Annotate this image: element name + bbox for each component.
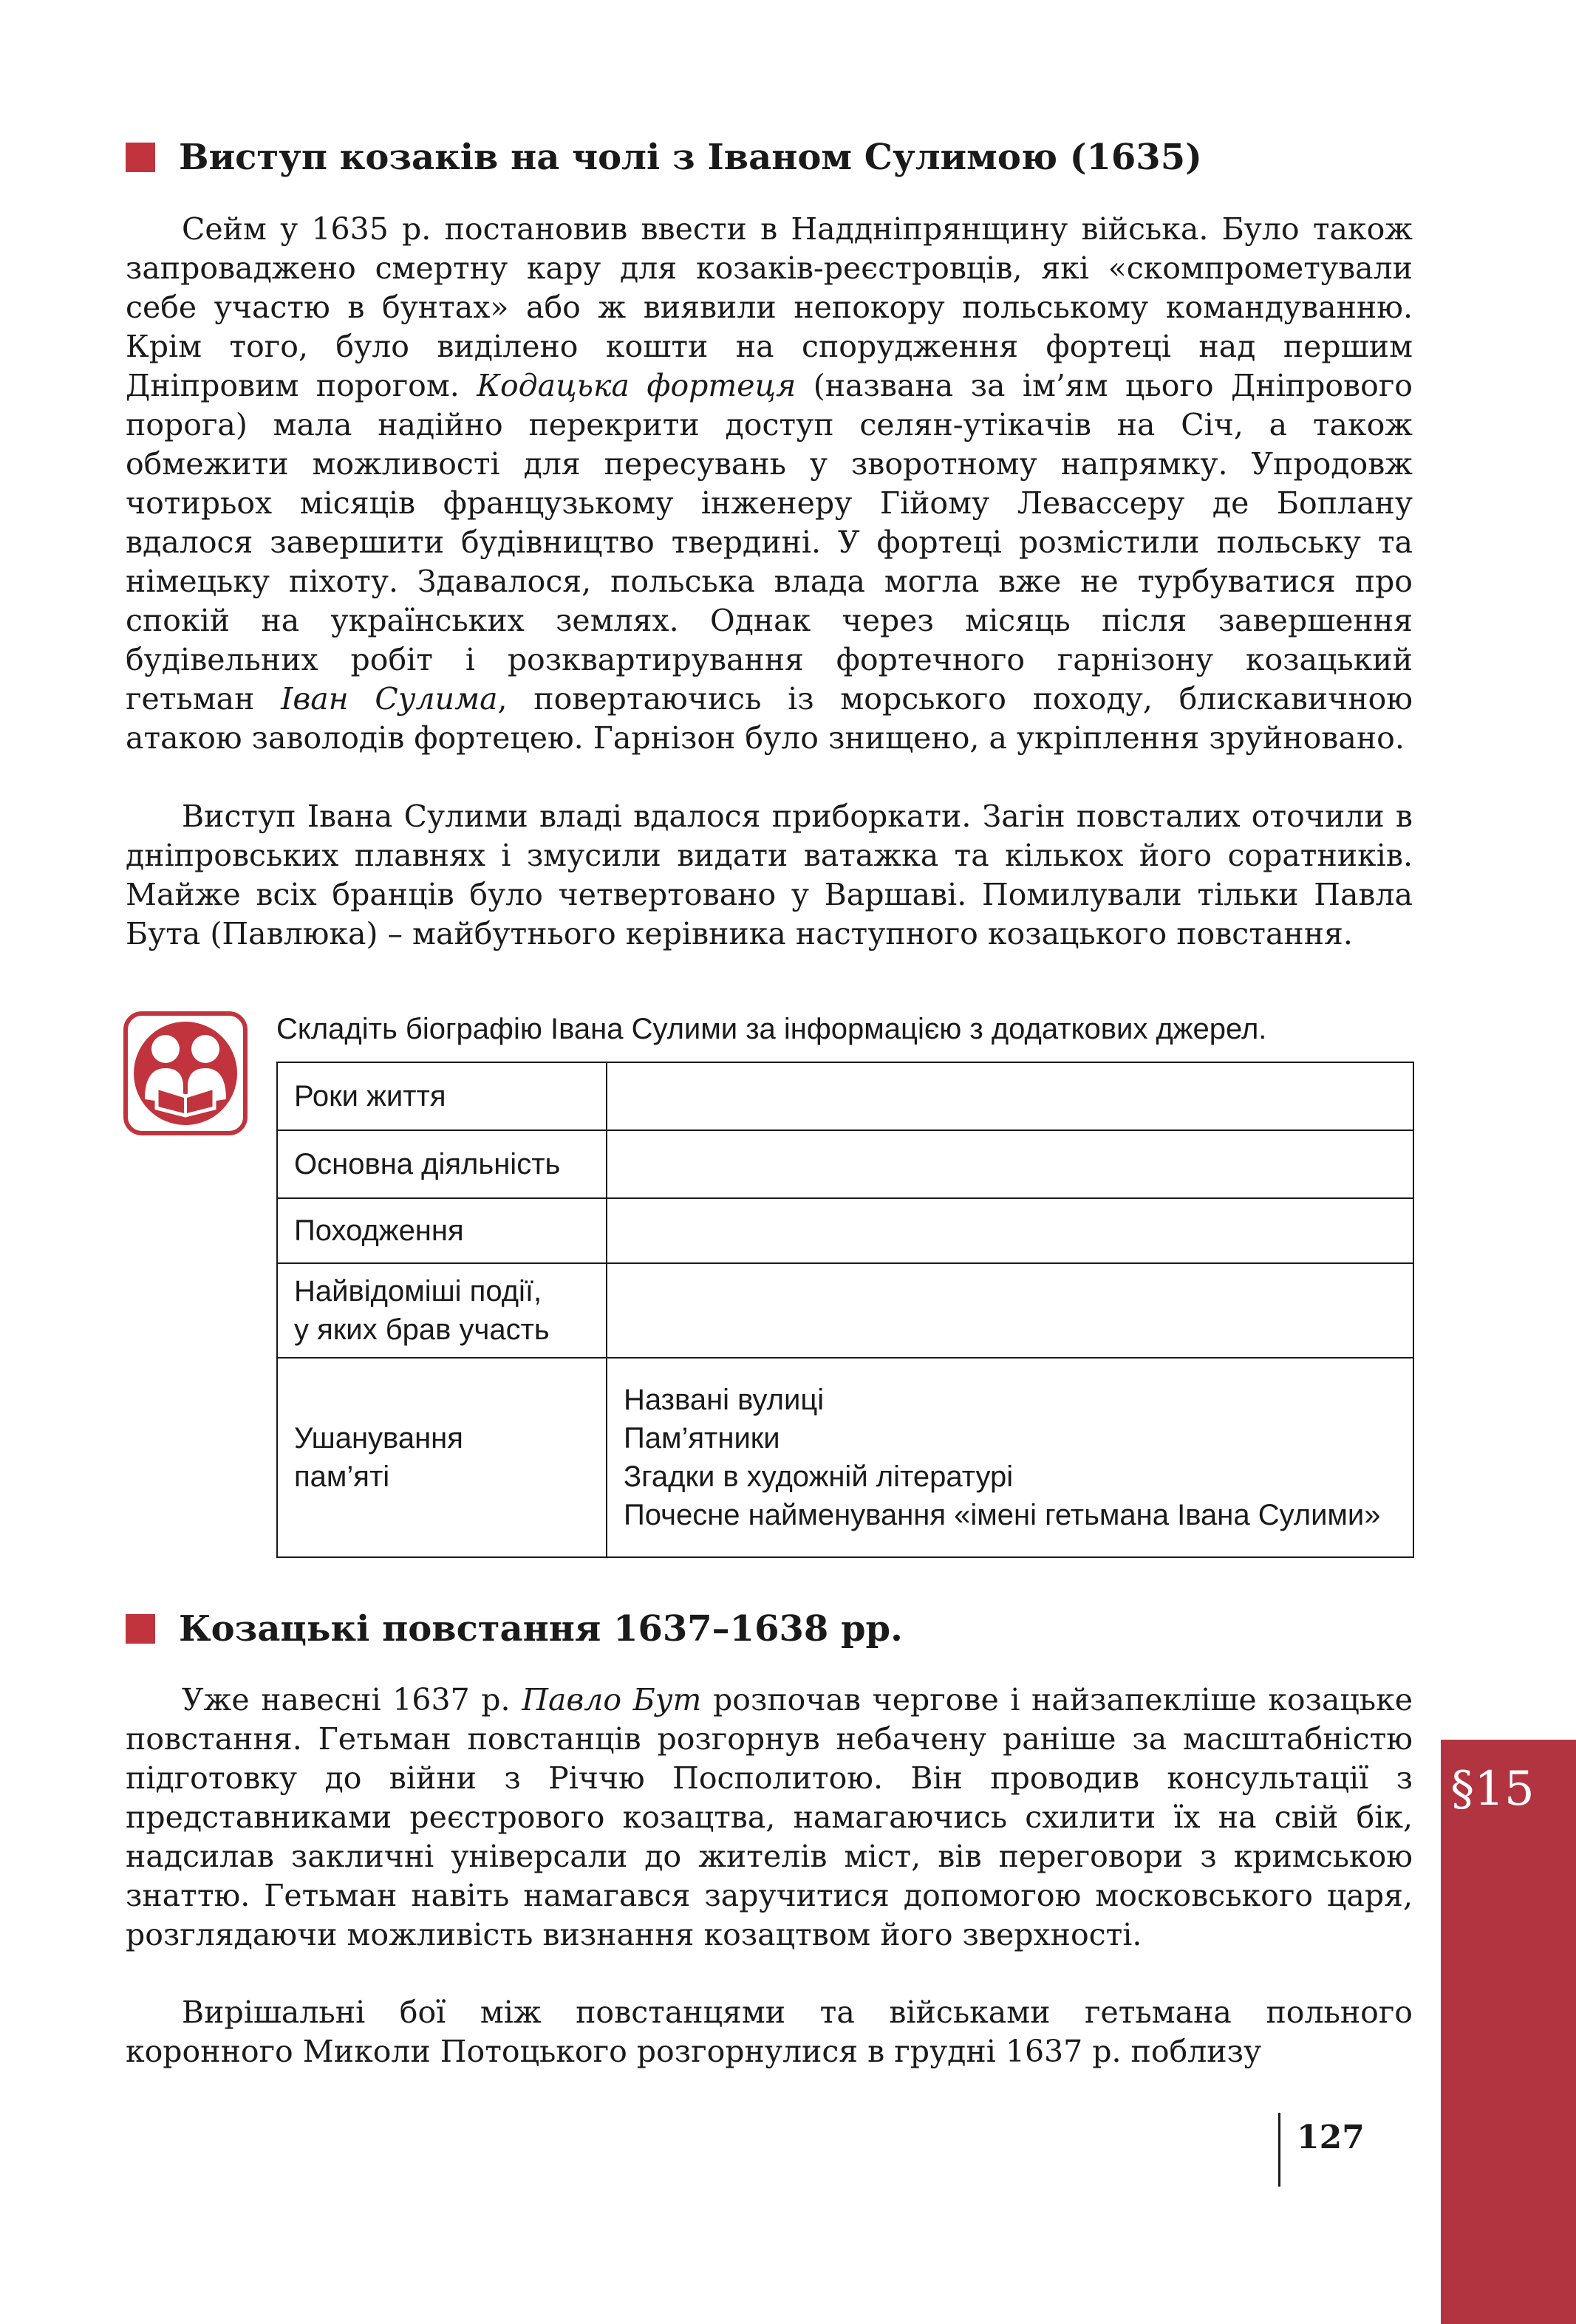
red-square-marker — [126, 143, 155, 172]
table-row — [277, 1263, 1413, 1358]
italic-term: Іван Сулима — [281, 681, 498, 717]
section-heading-uprisings — [126, 1607, 903, 1651]
paragraph: Виступ Івана Сулими владі вдалося приборкати. Загін повсталих оточили в дніпровських плавнях і змусили видати ватажка та кількох його соратників. Майже всіх бранців було четвертовано у Варшаві. Помилували тільки Павла Бута (Павлюка) – майбутнього керівника наступного козацького повстання. — [126, 799, 1413, 951]
list-item: Згадки в художній літературі — [624, 1460, 1014, 1493]
text-run: Уже навесні 1637 р. — [182, 1682, 522, 1718]
italic-term: Павло Бут — [522, 1682, 702, 1718]
reading-people-icon — [123, 1011, 248, 1136]
row-label — [277, 1358, 607, 1557]
text-run: (названа за ім’ям цього Дніпрового порога) мала надійно перекрити доступ селян-утікачів на Січ, а також обмежити можливості для пересувань у зворотному напрямку. Упродовж чотирьох місяців французькому інженеру Гійому Левассеру де Боплану вдалося завершити будівництво твердині. У фортеці розмістили польську та німецьку піхоту. Здавалося, польська влада могла вже не турбуватися про спокій на українських землях. Однак через місяць після завершення будівельних робіт і розквартирування фортечного гарнізону козацький гетьман — [126, 368, 1413, 717]
answer-cell — [607, 1130, 1413, 1198]
section-side-tab — [1441, 1740, 1576, 2324]
list-item: Почесне найменування «імені гетьмана Івана Сулими» — [624, 1499, 1381, 1531]
label-line: Ушанування — [294, 1422, 463, 1455]
task-instruction: Складіть біографію Івана Сулими за інформацією з додаткових джерел. — [276, 1013, 1267, 1045]
biography-table — [276, 1062, 1414, 1558]
section-heading-text: Козацькі повстання 1637–1638 рр. — [179, 1608, 903, 1650]
paragraph: Вирішальні бої між повстанцями та військами гетьмана польного коронного Миколи Потоцького розгорнулися в грудні 1637 р. поблизу — [126, 1995, 1413, 2069]
row-label: Основна діяльність — [277, 1130, 607, 1198]
row-label: Роки життя — [277, 1062, 607, 1130]
paragraph — [126, 1681, 1413, 1955]
label-line: пам’яті — [294, 1460, 390, 1493]
table-row — [277, 1358, 1413, 1557]
answer-cell — [607, 1358, 1413, 1557]
section-number: §15 — [1450, 1762, 1535, 1817]
section-heading-sulyma — [126, 135, 1202, 180]
italic-term: Кодацька фортеця — [477, 368, 796, 403]
red-square-marker — [126, 1614, 155, 1644]
row-label: Походження — [277, 1198, 607, 1263]
answer-cell — [607, 1198, 1413, 1263]
text-run: , повертаючись із морського походу, блискавичною атакою заволодів фортецею. Гарнізон було знищено, а укріплення зруйновано. — [126, 681, 1413, 756]
label-line: Найвідоміші події, — [294, 1275, 542, 1308]
page-number: 127 — [1297, 2119, 1365, 2156]
text-run: розпочав чергове і найзапекліше козацьке повстання. Гетьман повстанців розгорнув небачену раніше за масштабністю підготовку до війни з Річчю Посполитою. Він проводив консультації з представниками реєстрового козацтва, намагаючись схилити їх на свій бік, надсилав закличні універсали до жителів міст, вів переговори з кримською знаттю. Гетьман навіть намагався заручитися допомогою московського царя, розглядаючи можливість визнання козацтвом його зверхності. — [126, 1682, 1413, 1952]
list-item: Названі вулиці — [624, 1384, 825, 1416]
text-run: Сейм у 1635 р. постановив ввести в Наддніпрянщину війська. Було також запроваджено смертну кару для козаків-реєстровців, які «скомпрометували себе участю в бунтах» або ж виявили непокору польському командуванню. Крім того, було виділено кошти на спорудження фортеці над першим Дніпровим порогом. — [126, 211, 1413, 403]
label-line: у яких брав участь — [294, 1313, 550, 1346]
row-label — [277, 1263, 607, 1358]
paragraph — [126, 210, 1413, 758]
table-row — [277, 1062, 1413, 1130]
section-heading-text: Виступ козаків на чолі з Іваном Сулимою (1635) — [179, 137, 1202, 178]
answer-cell — [607, 1263, 1413, 1358]
table-row — [277, 1130, 1413, 1198]
page-number-divider — [1278, 2113, 1280, 2187]
answer-cell — [607, 1062, 1413, 1130]
table-row — [277, 1198, 1413, 1263]
list-item: Пам’ятники — [624, 1422, 780, 1455]
